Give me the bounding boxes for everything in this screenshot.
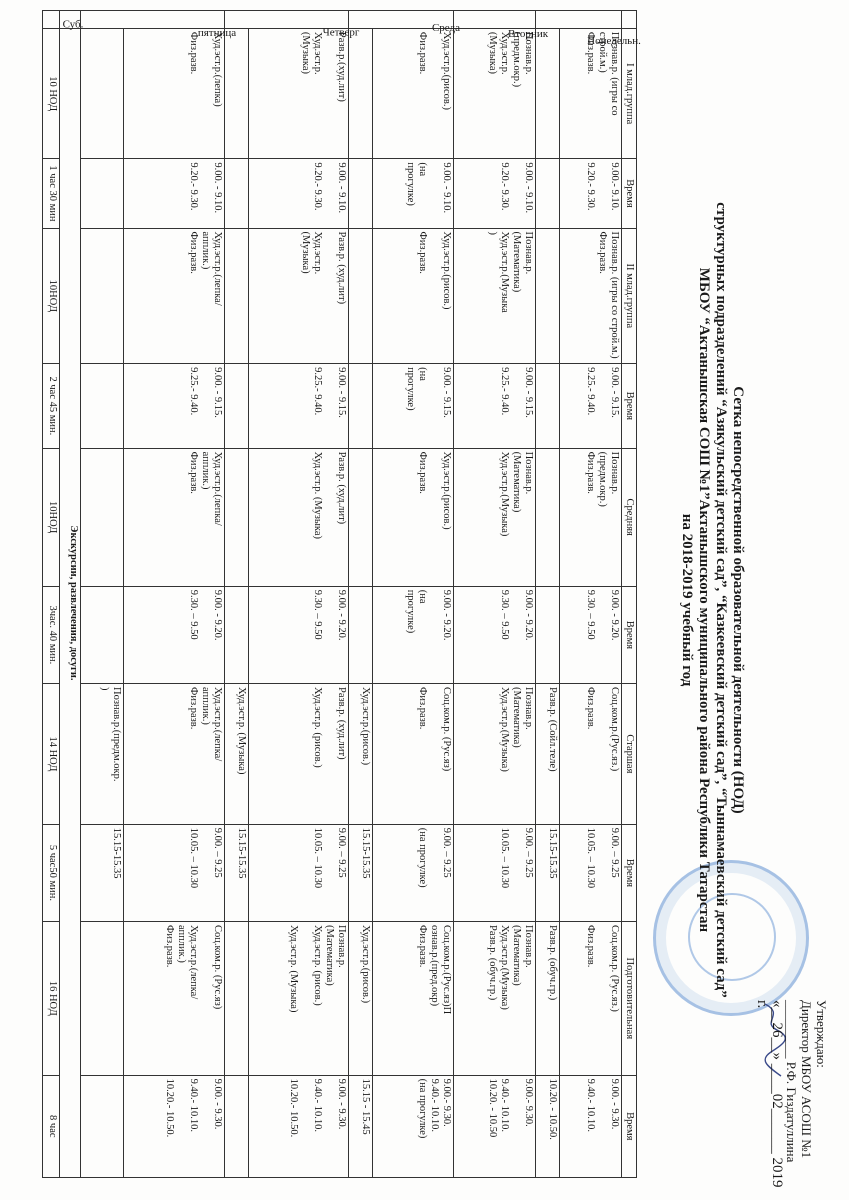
time-cell — [81, 159, 124, 228]
time-cell: 10.20. - 10.50. — [535, 1075, 559, 1177]
activity-cell: Разв.р. (худ.лит) Худ.эст.р. (рисов.) — [248, 684, 349, 825]
activity-cell — [224, 228, 248, 364]
activity-cell: Разв.р.(худ.лит) Худ.эст.р. (Музыка) — [248, 28, 349, 159]
time-cell: 15.15-15.35 — [535, 824, 559, 921]
activity-cell: Разв.р. (худ.лит) Худ.эст.р. (Музыка) — [248, 448, 349, 586]
time-cell — [535, 364, 559, 448]
table-row — [454, 11, 535, 1178]
approval-date: «__26__» ____02______ 2019 г. — [754, 1000, 785, 1188]
time-cell: 9.00. - 9.10. 9.20.- 9.30. — [124, 159, 225, 228]
time-cell: 9.00. - 9.15. 9.25.- 9.40. — [124, 364, 225, 448]
time-cell: 15.15 - 15.45 — [349, 1075, 373, 1177]
column-header: I млад.группа — [622, 28, 637, 159]
day-name: Среда — [432, 22, 461, 35]
saturday-activities: Экскурсии, развлечения, досуги. — [60, 28, 81, 1177]
activity-cell: Худ.эст.р.(рисов.) Физ.разв. — [373, 28, 454, 159]
time-cell: 9.00. - 9.10. 9.20.- 9.30. — [248, 159, 349, 228]
day-label — [535, 11, 641, 47]
time-cell — [81, 364, 124, 448]
activity-cell — [81, 228, 124, 364]
time-cell: 15.15-15.35 — [81, 824, 124, 921]
total-cell: 16 НОД — [43, 922, 60, 1076]
day-label — [349, 11, 461, 35]
table-row — [349, 11, 373, 1178]
schedule-table — [42, 10, 641, 1178]
activity-cell: Соц.ком.р. (Рус.яз) Физ.разв. — [373, 684, 454, 825]
time-cell: 9.00. - 9.20. (на прогулке) — [373, 586, 454, 683]
time-cell: 9.00. - 9.30. 9.40.- 10.10. 10.20.- 10.50. — [248, 1075, 349, 1177]
time-cell — [349, 364, 373, 448]
activity-cell — [349, 28, 373, 159]
activity-cell: Худ.эст.р. (Музыка) — [224, 684, 248, 825]
column-header — [622, 11, 637, 29]
saturday-row — [60, 11, 81, 1178]
activity-cell: Познав.р. (Математика) Худ.эст.р.(Музыка) Разв.р. (обуч.гр.) — [454, 922, 535, 1076]
column-header: II млад.группа — [622, 228, 637, 364]
title-line-1: Сетка непосредственной образовательной деятельности (НОД) — [730, 386, 746, 814]
time-cell: 9.00. - 9.30. 9.40.- 10.10. 10.20.- 10.50. — [124, 1075, 225, 1177]
activity-cell: Познав.р. (Математика) Худ.эст.р.(Музыка ) — [454, 228, 535, 364]
activity-cell — [81, 922, 124, 1076]
totals-row — [43, 11, 60, 1178]
day-label — [224, 11, 360, 39]
activity-cell: Худ.эст.р.(лепка/ апплик.) Физ.разв. — [124, 684, 225, 825]
time-cell: 9.00. - 9.15. (на прогулке) — [373, 364, 454, 448]
activity-cell — [349, 448, 373, 586]
time-cell — [349, 586, 373, 683]
total-cell: 5 час50 мин. — [43, 824, 60, 921]
time-cell: 9.00. - 9.15. 9.25.- 9.40. — [248, 364, 349, 448]
time-cell: 9.00. – 9.25 (на прогулке) — [373, 824, 454, 921]
day-name: Четверг — [322, 26, 360, 39]
time-cell — [224, 586, 248, 683]
column-header: Время — [622, 824, 637, 921]
activity-cell: Познав.р.(предм.окр. ) — [81, 684, 124, 825]
time-cell: 9.00.- 9.30. 9.40.- 10.10. (на прогулке) — [373, 1075, 454, 1177]
activity-cell — [224, 448, 248, 586]
day-label — [454, 11, 548, 41]
activity-cell — [535, 28, 559, 159]
activity-cell: Познав.р. (Математика) Худ.эст.р.(Музыка) — [454, 448, 535, 586]
time-cell: 9.00. - 9.10. 9.20.- 9.30. — [454, 159, 535, 228]
activity-cell: Познав.р. (Математика) Худ.эст.р. (рисов.) Худ.эст.р. (Музыка) — [248, 922, 349, 1076]
table-row — [224, 11, 248, 1178]
activity-cell: Худ.эст.р.(лепка/ апплик.) Физ.разв. — [124, 448, 225, 586]
time-cell: 9.00. – 9.25 10.05. – 10.30 — [559, 824, 621, 921]
time-cell — [81, 586, 124, 683]
approval-signature-line: _________ Р.Ф. Гиздатуллина — [784, 1000, 799, 1163]
activity-cell: Познав.р. (предм.окр.) Физ.разв. — [559, 448, 621, 586]
activity-cell: Соц.ком.р.(Рус.яз.) Физ.разв. — [559, 684, 621, 825]
activity-cell — [81, 448, 124, 586]
table-row — [373, 11, 454, 1178]
day-name: Суб. — [62, 18, 84, 31]
time-cell — [224, 1075, 248, 1177]
approval-label: Утверждаю: — [814, 1000, 829, 1068]
time-cell: 15.15-15.35 — [224, 824, 248, 921]
activity-cell: Разв.р. (худ.лит) Худ.эст.р. (Музыка) — [248, 228, 349, 364]
activity-cell: Худ.эст.р.(рисов.) Физ.разв. — [373, 448, 454, 586]
time-cell: 9.00. – 9.25 10.05. – 10.30 — [124, 824, 225, 921]
total-cell: 14 НОД — [43, 684, 60, 825]
totals-spacer — [43, 11, 60, 29]
total-cell: 10 НОД — [43, 28, 60, 159]
activity-cell — [349, 228, 373, 364]
time-cell: 15.15-15.35 — [349, 824, 373, 921]
time-cell: 9.00.- 9.30. 9.40.- 10.10. 10.20. - 10.50 — [454, 1075, 535, 1177]
activity-cell: Познав.р. (Математика) Худ.эст.р.(Музыка) — [454, 684, 535, 825]
activity-cell: Соц.ком.р. (Рус.яз.) Физ.разв. — [559, 922, 621, 1076]
approval-block — [754, 1000, 829, 1190]
activity-cell — [224, 922, 248, 1076]
total-cell: 8 час — [43, 1075, 60, 1177]
day-label — [81, 11, 236, 40]
time-cell — [224, 159, 248, 228]
time-cell: 9.00. - 9.10. (на прогулке) — [373, 159, 454, 228]
day-name: Вторник — [507, 28, 548, 41]
table-row — [248, 11, 349, 1178]
day-label — [60, 11, 84, 31]
time-cell: 9.00. – 9.25 10.05. – 10.30 — [248, 824, 349, 921]
activity-cell — [535, 448, 559, 586]
table-header-row — [622, 11, 637, 1178]
column-header: Время — [622, 1075, 637, 1177]
title-line-3: МБОУ “Актанышская СОШ №1”Актанышского муниципального района Республики Татарстан — [696, 267, 712, 933]
approval-director: Директор МБОУ АСОШ №1 — [799, 1000, 814, 1159]
total-cell: 3час. 40 мин. — [43, 586, 60, 683]
time-cell: 9.00.- 9.10. 9.20.- 9.30. — [559, 159, 621, 228]
activity-cell: Худ.эст.р.(рисов.) — [349, 684, 373, 825]
time-cell: 9.00. - 9.15. 9.25.- 9.40. — [454, 364, 535, 448]
activity-cell: Познав.р. (игры со строй.м.) Физ.разв. — [559, 28, 621, 159]
table-row — [81, 11, 124, 1178]
activity-cell: Худ.эст.р.(лепка) Физ.разв. — [124, 28, 225, 159]
activity-cell: Познав.р. (игры со строй.м.) Физ.разв. — [559, 228, 621, 364]
title-line-4: на 2018-2019 учебный год — [679, 513, 695, 687]
column-header: Время — [622, 364, 637, 448]
activity-cell: Худ.эст.р.(лепка/ апплик.) Физ.разв. — [124, 228, 225, 364]
time-cell — [535, 586, 559, 683]
column-header: Время — [622, 586, 637, 683]
time-cell: 9.00. - 9.15. 9.25.- 9.40. — [559, 364, 621, 448]
document-title — [678, 90, 746, 1110]
column-header: Средняя — [622, 448, 637, 586]
activity-cell — [81, 28, 124, 159]
time-cell: 9.00. - 9.20. 9.30. – 9.50 — [124, 586, 225, 683]
table-row — [559, 11, 621, 1178]
total-cell: 1 час 30 мин — [43, 159, 60, 228]
activity-cell — [535, 228, 559, 364]
total-cell: 2 час 45 мин. — [43, 364, 60, 448]
time-cell — [535, 159, 559, 228]
activity-cell: Худ.эст.р.(рисов.) Физ.разв. — [373, 228, 454, 364]
table-row — [124, 11, 225, 1178]
day-name: Понедельн. — [587, 34, 641, 47]
time-cell: 9.00. - 9.30. 9.40.- 10.10. — [559, 1075, 621, 1177]
time-cell — [81, 1075, 124, 1177]
day-name: пятница — [197, 27, 236, 40]
activity-cell: Разв.р. (Сойл.теле) — [535, 684, 559, 825]
column-header: Время — [622, 159, 637, 228]
time-cell: 9.00. – 9.25 10.05. – 10.30 — [454, 824, 535, 921]
time-cell: 9.00. - 9.20. 9.30. – 9.50 — [248, 586, 349, 683]
total-cell: 10НОД — [43, 228, 60, 364]
time-cell: 9.00. - 9.20. 9.30. – 9.50 — [454, 586, 535, 683]
time-cell — [224, 364, 248, 448]
title-line-2: структурных подразделений “Азякульский детский сад”, “Казкеевский детский сад”, “Тыннамаевский детский сад” — [713, 202, 729, 998]
activity-cell: Разв.р. (обуч.гр.) — [535, 922, 559, 1076]
activity-cell: Соц.ком.р.(Рус.яз)П ознав.р.(пред.окр) Физ.разв. — [373, 922, 454, 1076]
column-header: Подготовительная — [622, 922, 637, 1076]
time-cell — [349, 159, 373, 228]
total-cell: 10НОД — [43, 448, 60, 586]
activity-cell: Худ.эст.р.(рисов.) — [349, 922, 373, 1076]
activity-cell — [224, 28, 248, 159]
time-cell: 9.00. - 9.20. 9.30. – 9.50 — [559, 586, 621, 683]
column-header: Старшая — [622, 684, 637, 825]
activity-cell: Соц.ком.р. (Рус.яз) Худ.эст.р.(лепка/ апплик.) Физ.разв. — [124, 922, 225, 1076]
table-row — [535, 11, 559, 1178]
activity-cell: Познав.р. (предм.окр.) Худ.эст.р. (Музыка) — [454, 28, 535, 159]
